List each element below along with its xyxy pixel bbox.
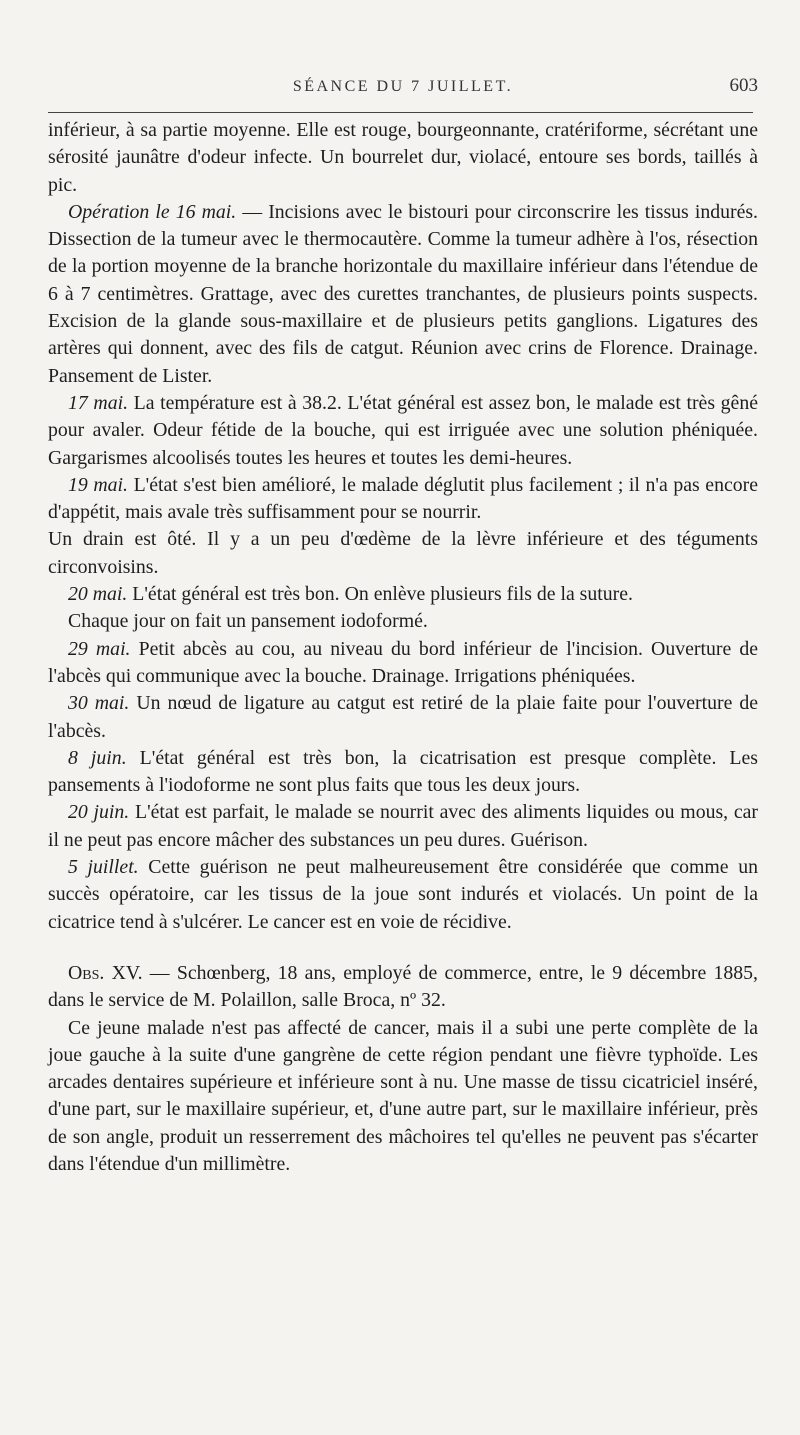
entry-date: 29 mai. <box>68 637 131 660</box>
page-header <box>48 74 758 100</box>
paragraph <box>48 690 758 745</box>
observation-label: Obs. XV. <box>68 961 143 984</box>
body-text <box>48 117 758 1178</box>
paragraph <box>48 199 758 390</box>
entry-date: 20 mai. <box>68 583 128 606</box>
paragraph-text: inférieur, à sa partie moyenne. Elle est rouge, bourgeonnante, cratériforme, sécrétant une sérosité jaunâtre d'odeur infecte. Un bourrelet dur, violacé, entoure ses bords, taillés à pic. <box>48 119 758 196</box>
paragraph-text: Chaque jour on fait un pansement iodoformé. <box>68 610 428 633</box>
paragraph-text: Un drain est ôté. Il y a un peu d'œdème de la lèvre inférieure et des téguments circonvoisins. <box>48 528 758 578</box>
entry-date: Opération le 16 mai. <box>68 200 237 223</box>
paragraph <box>48 745 758 800</box>
paragraph <box>48 472 758 527</box>
entry-date: 5 juillet. <box>68 856 139 879</box>
paragraph <box>48 526 758 581</box>
observation-heading <box>48 960 758 1015</box>
paragraph-text: L'état est parfait, le malade se nourrit avec des aliments liquides ou mous, car il ne peut pas encore mâcher des substances un peu dures. Guérison. <box>48 801 759 851</box>
paragraph <box>48 854 758 936</box>
paragraph-text: L'état s'est bien amélioré, le malade déglutit plus facilement ; il n'a pas encore d'appétit, mais avale très suffisamment pour se nourrir. <box>48 473 759 524</box>
paragraph-text: L'état général est très bon. On enlève plusieurs fils de la suture. <box>127 583 633 606</box>
paragraph-text: Cette guérison ne peut malheureusement être considérée que comme un succès opératoire, car les tissus de la joue sont indurés et violacés. Un point de la cicatrice tend à s'ulcérer. Le cancer est en voie de récidive. <box>48 856 759 933</box>
observation-text: Ce jeune malade n'est pas affecté de cancer, mais il a subi une perte complète de la joue gauche à la suite d'une gangrène de cette région pendant une fièvre typhoïde. Les arcades dentaires supérieure et inférieure sont à nu. Une masse de tissu cicatriciel inséré, d'une part, sur le maxillaire supérieur, et, d'une autre part, sur le maxillaire inférieur, près de son angle, produit un resserrement des mâchoires tel qu'elles ne peuvent pas s'écarter dans l'étendue d'un millimètre. <box>48 1016 758 1175</box>
paragraph-text: Un nœud de ligature au catgut est retiré de la plaie faite pour l'ouverture de l'abcès. <box>48 692 758 742</box>
paragraph <box>48 390 758 472</box>
paragraph <box>48 636 758 691</box>
running-head: SÉANCE DU 7 JUILLET. <box>292 78 514 95</box>
entry-date: 30 mai. <box>68 692 130 715</box>
page-number: 603 <box>729 75 758 96</box>
header-rule <box>48 112 753 113</box>
observation-intro: — Schœnberg, 18 ans, employé de commerce, entre, le 9 décembre 1885, dans le service de M. Polaillon, salle Broca, nº 32. <box>48 961 758 1012</box>
entry-date: 19 mai. <box>68 473 128 496</box>
paragraph-text: — Incisions avec le bistouri pour circonscrire les tissus indurés. Dissection de la tumeur avec le thermocautère. Comme la tumeur adhère à l'os, résection de la portion moyenne de la branche horizontale du maxillaire inférieur dans l'étendue de 6 à 7 centimètres. Grattage, avec des curettes tranchantes, de plusieurs points suspects. Excision de la glande sous-maxillaire et de plusieurs petits ganglions. Ligatures des artères qui donnent, avec des fils de catgut. Réunion avec crins de Florence. Drainage. Pansement de Lister. <box>48 200 758 387</box>
entry-date: 8 juin. <box>68 746 127 769</box>
paragraph <box>48 1015 758 1179</box>
paragraph-text: L'état général est très bon, la cicatrisation est presque complète. Les pansements à l'iodoforme ne sont plus faits que tous les deux jours. <box>48 746 758 797</box>
paragraph <box>48 581 758 608</box>
paragraph <box>48 799 758 854</box>
entry-date: 20 juin. <box>68 801 130 824</box>
paragraph-text: Petit abcès au cou, au niveau du bord inférieur de l'incision. Ouverture de l'abcès qui communique avec la bouche. Drainage. Irrigations phéniquées. <box>48 637 759 687</box>
paragraph <box>48 117 758 199</box>
paragraph-text: La température est à 38.2. L'état général est assez bon, le malade est très gêné pour avaler. Odeur fétide de la bouche, qui est irriguée avec une solution phéniquée. Gargarismes alcoolisés toutes les heures et toutes les demi-heures. <box>48 391 759 469</box>
entry-date: 17 mai. <box>68 391 129 414</box>
paragraph <box>48 608 758 635</box>
